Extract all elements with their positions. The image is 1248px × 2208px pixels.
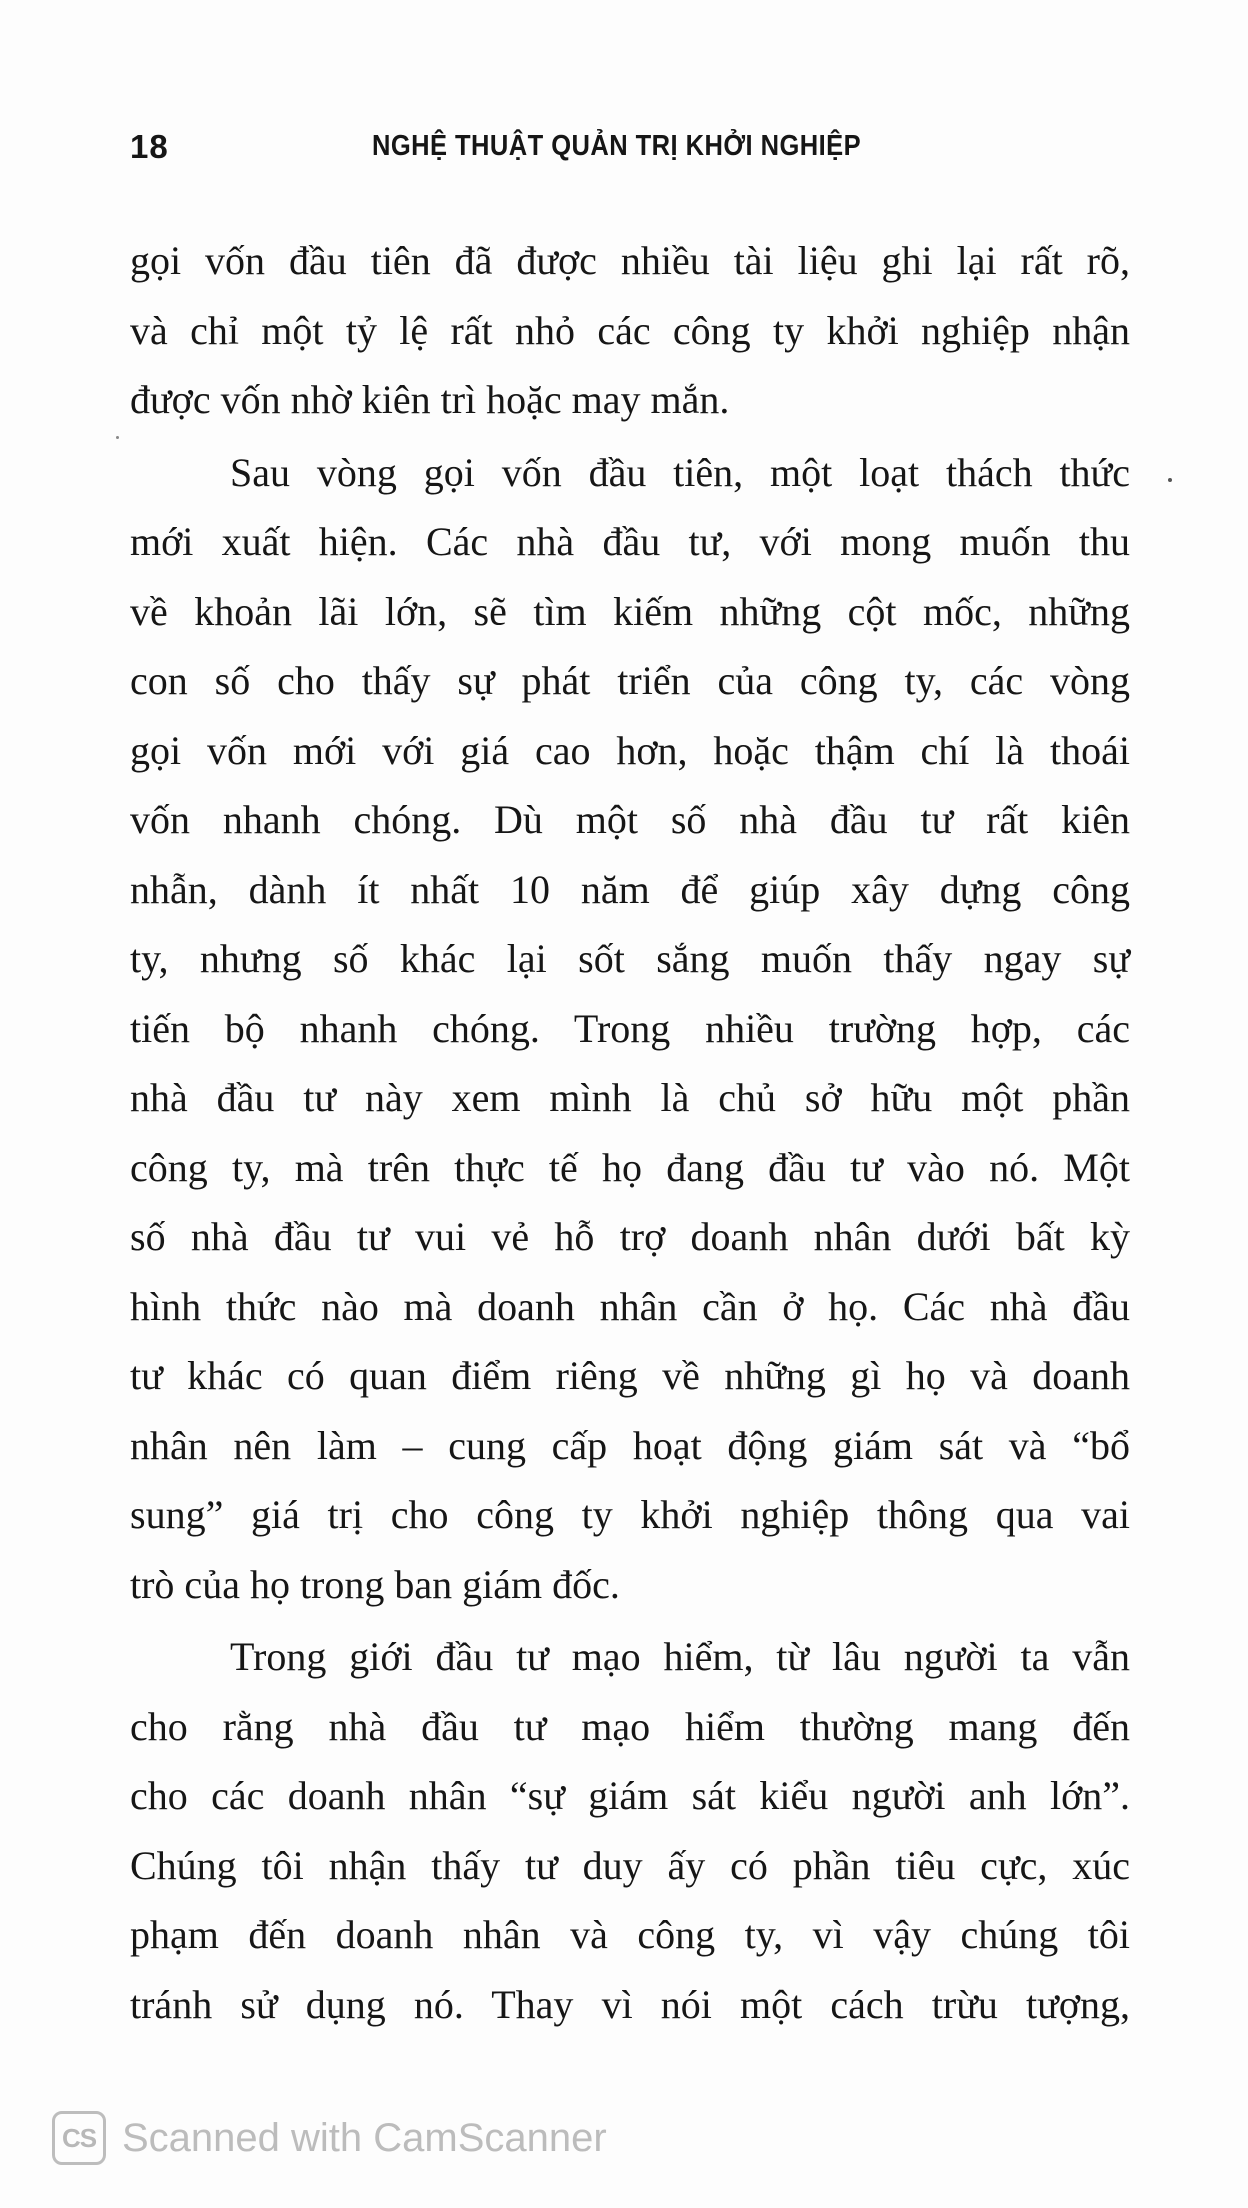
running-title: NGHỆ THUẬT QUẢN TRỊ KHỞI NGHIỆP xyxy=(372,130,862,162)
text-line: Trong giới đầu tư mạo hiểm, từ lâu người ta vẫn xyxy=(230,1634,1130,1679)
text-line: và chỉ một tỷ lệ rất nhỏ các công ty khởi nghiệp nhận xyxy=(130,307,1130,353)
text-line: hình thức nào mà doanh nhân cần ở họ. Các nhà đầu xyxy=(130,1283,1130,1329)
text-line: cho các doanh nhân “sự giám sát kiểu người anh lớn”. xyxy=(130,1773,1130,1818)
text-line: nhân nên làm – cung cấp hoạt động giám sát và “bổ xyxy=(130,1422,1130,1468)
text-line: mới xuất hiện. Các nhà đầu tư, với mong muốn thu xyxy=(130,519,1130,564)
text-line: ty, nhưng số khác lại sốt sắng muốn thấy ngay sự xyxy=(130,936,1130,981)
page-header xyxy=(130,128,1130,178)
text-line: tránh sử dụng nó. Thay vì nói một cách trừu tượng, xyxy=(130,1981,1130,2027)
text-line: công ty, mà trên thực tế họ đang đầu tư vào nó. Một xyxy=(130,1144,1130,1190)
text-line: phạm đến doanh nhân và công ty, vì vậy chúng tôi xyxy=(130,1912,1130,1957)
text-line: tư khác có quan điểm riêng về những gì họ và doanh xyxy=(130,1353,1130,1398)
text-line: tiến bộ nhanh chóng. Trong nhiều trường hợp, các xyxy=(130,1005,1130,1051)
text-line: gọi vốn mới với giá cao hơn, hoặc thậm chí là thoái xyxy=(130,727,1130,773)
paragraph-3 xyxy=(130,1622,1130,2039)
scan-speck xyxy=(1168,478,1172,482)
text-line: Sau vòng gọi vốn đầu tiên, một loạt thách thức xyxy=(230,449,1130,495)
camscanner-logo-icon: CS xyxy=(52,2111,106,2165)
text-line: về khoản lãi lớn, sẽ tìm kiếm những cột mốc, những xyxy=(130,588,1130,634)
body-text xyxy=(130,226,1130,2039)
text-line: vốn nhanh chóng. Dù một số nhà đầu tư rất kiên xyxy=(130,797,1130,842)
text-line: trò của họ trong ban giám đốc. xyxy=(130,1561,620,1607)
text-line: số nhà đầu tư vui vẻ hỗ trợ doanh nhân dưới bất kỳ xyxy=(130,1214,1130,1259)
text-line: con số cho thấy sự phát triển của công ty, các vòng xyxy=(130,658,1130,703)
paragraph-2 xyxy=(130,438,1130,1620)
text-line: cho rằng nhà đầu tư mạo hiểm thường mang đến xyxy=(130,1703,1130,1749)
text-line: nhà đầu tư này xem mình là chủ sở hữu một phần xyxy=(130,1075,1130,1120)
paragraph-1 xyxy=(130,226,1130,435)
text-line: Chúng tôi nhận thấy tư duy ấy có phần tiêu cực, xúc xyxy=(130,1842,1130,1888)
watermark-text: Scanned with CamScanner xyxy=(122,2115,607,2160)
page-number: 18 xyxy=(130,128,169,165)
text-line: sung” giá trị cho công ty khởi nghiệp thông qua vai xyxy=(130,1492,1130,1537)
text-line: được vốn nhờ kiên trì hoặc may mắn. xyxy=(130,377,730,422)
text-line: gọi vốn đầu tiên đã được nhiều tài liệu ghi lại rất rõ, xyxy=(130,238,1130,283)
camscanner-watermark xyxy=(52,2108,607,2168)
text-line: nhẫn, dành ít nhất 10 năm để giúp xây dựng công xyxy=(130,866,1130,912)
scan-speck xyxy=(116,436,119,439)
